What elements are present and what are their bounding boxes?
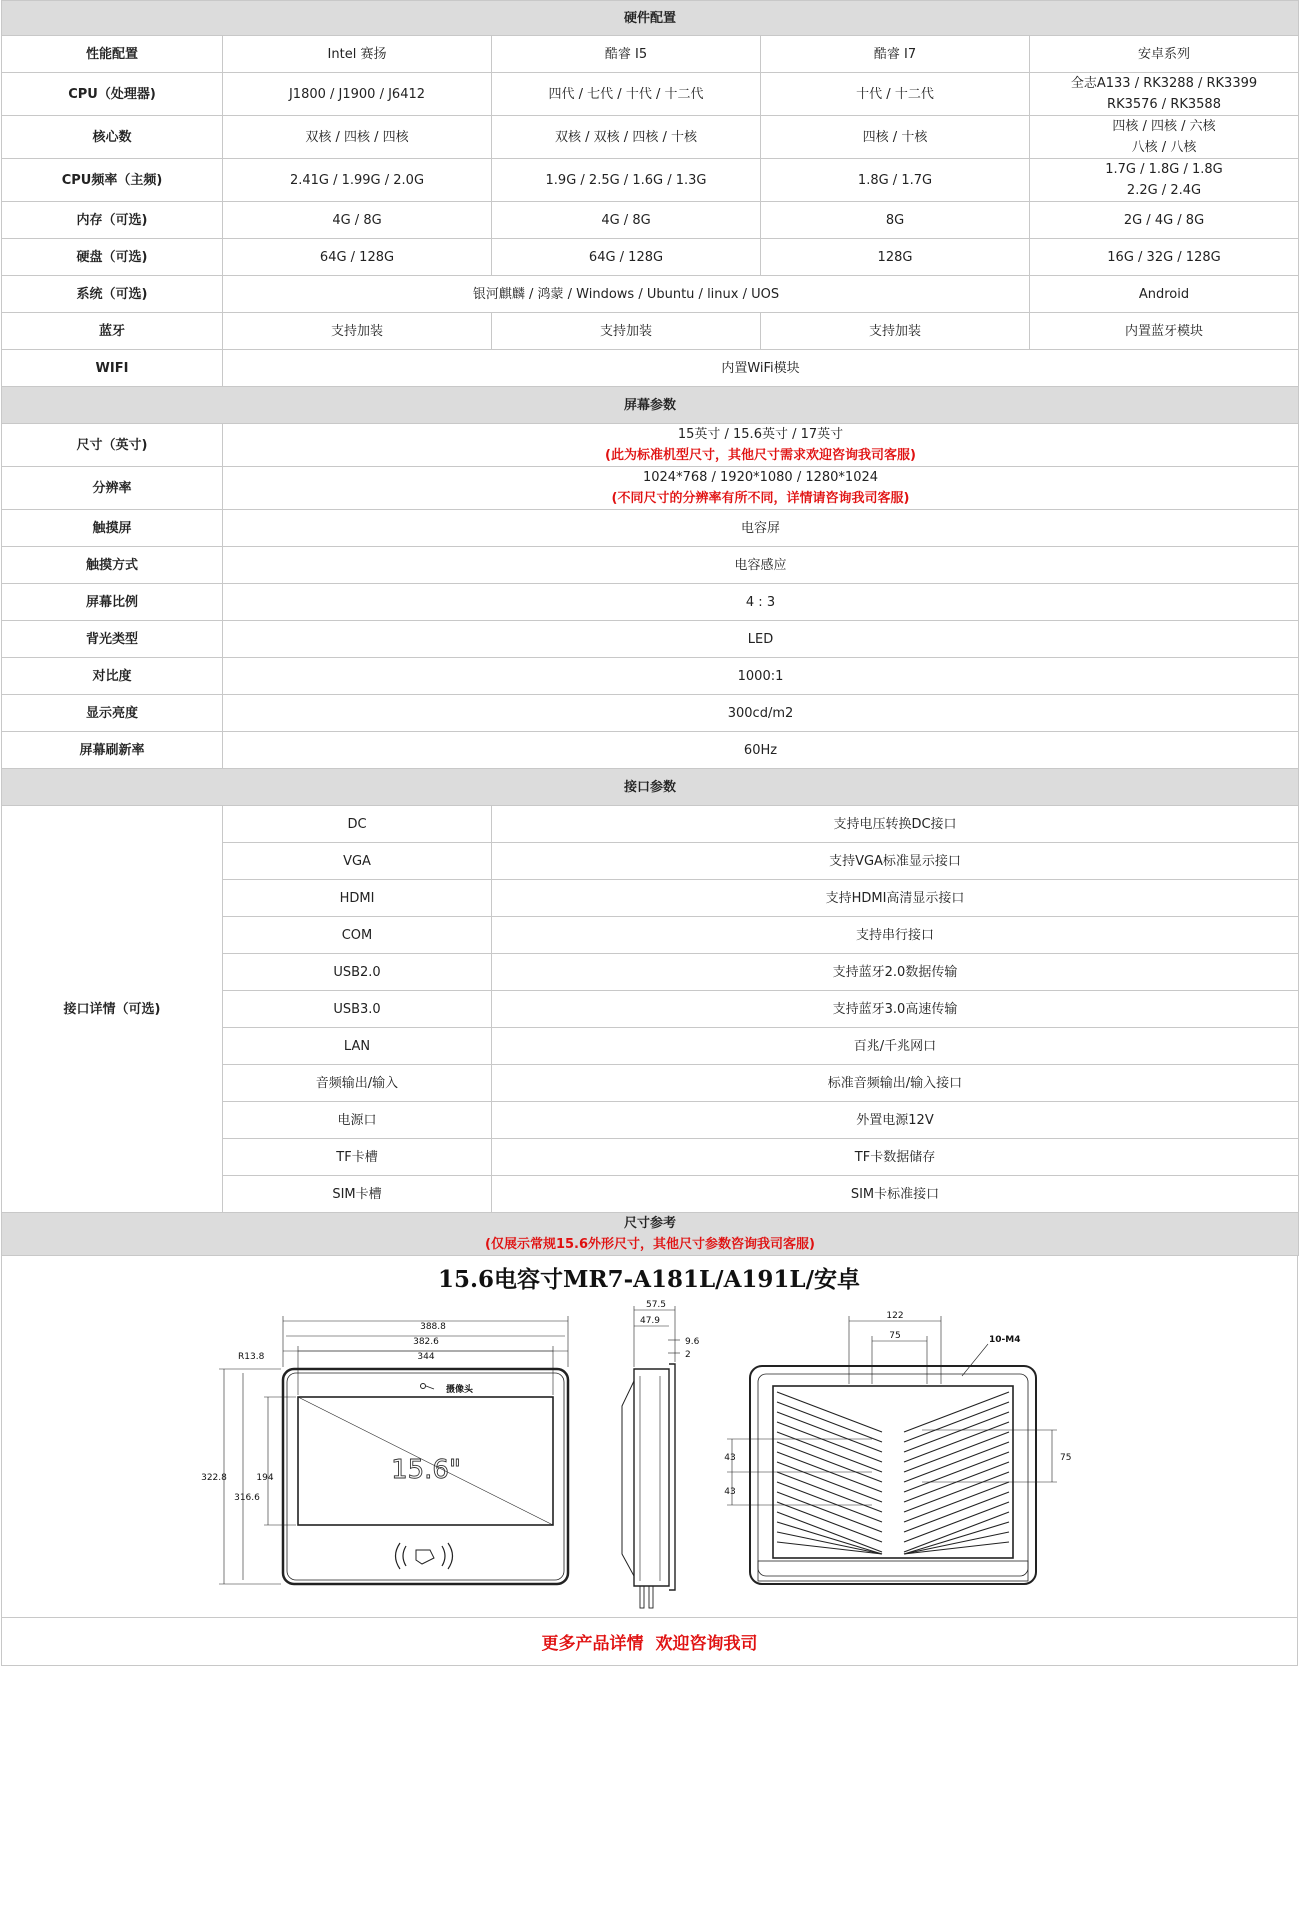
spec-value <box>492 239 761 276</box>
spec-value <box>761 159 1030 202</box>
table-row <box>2 695 1299 732</box>
screen-value: 电容感应 <box>223 547 1299 584</box>
back-view <box>727 1316 1057 1584</box>
screen-value: 300cd/m2 <box>223 695 1299 732</box>
interface-name: DC <box>223 806 492 843</box>
dimension-note: (仅展示常规15.6外形尺寸，其他尺寸参数咨询我司客服) <box>485 1237 815 1252</box>
interface-desc: 外置电源12V <box>492 1102 1299 1139</box>
cell-line: 十代 / 十二代 <box>856 86 934 102</box>
side-dim-d2: 47.9 <box>639 1316 661 1326</box>
screen-value: LED <box>223 621 1299 658</box>
cell-line: 4G / 8G <box>332 212 382 228</box>
interface-group-label: 接口详情（可选) <box>2 806 223 1213</box>
spec-sheet <box>1 0 1298 1666</box>
heatsink-fin <box>904 1402 1009 1442</box>
bluetooth-value: 支持加装 <box>223 313 492 350</box>
heatsink-fin <box>904 1422 1009 1462</box>
row-label: 触摸屏 <box>2 510 223 547</box>
spec-table <box>1 0 1299 1256</box>
spec-value <box>761 202 1030 239</box>
cell-line: 双核 / 四核 / 四核 <box>305 129 409 145</box>
table-row <box>2 1213 1299 1256</box>
table-row <box>2 621 1299 658</box>
heatsink-fin <box>777 1542 882 1554</box>
front-dim-radius: R13.8 <box>238 1352 265 1362</box>
section-screen: 屏幕参数 <box>2 387 1299 424</box>
interface-desc: 支持串行接口 <box>492 917 1299 954</box>
heatsink-fin <box>904 1432 1009 1472</box>
screen-resolution-value <box>223 467 1299 510</box>
spec-value <box>1030 202 1299 239</box>
screen-value: 1000:1 <box>223 658 1299 695</box>
heatsink-fin <box>904 1492 1009 1532</box>
spec-value <box>1030 73 1299 116</box>
cell-line: 8G <box>885 212 905 228</box>
front-dim-w2: 382.6 <box>413 1337 439 1347</box>
spec-value <box>492 159 761 202</box>
interface-name: COM <box>223 917 492 954</box>
back-dim-h3: 75 <box>1060 1453 1072 1463</box>
spec-value <box>223 116 492 159</box>
interface-name: USB3.0 <box>223 991 492 1028</box>
back-dim-w2: 75 <box>889 1331 901 1341</box>
cell-line: 128G <box>877 249 913 265</box>
spec-value <box>1030 116 1299 159</box>
heatsink-fin <box>777 1512 882 1552</box>
interface-name: LAN <box>223 1028 492 1065</box>
row-label: 背光类型 <box>2 621 223 658</box>
row-label: WIFI <box>2 350 223 387</box>
side-dim-d4: 2 <box>685 1350 691 1360</box>
dimension-drawing <box>1 1256 1298 1618</box>
table-row <box>2 239 1299 276</box>
column-header: 酷睿 I5 <box>492 36 761 73</box>
table-row <box>2 510 1299 547</box>
spec-value <box>1030 159 1299 202</box>
system-android: Android <box>1030 276 1299 313</box>
heatsink-fin <box>777 1522 882 1554</box>
spec-value <box>492 73 761 116</box>
heatsink-fin <box>904 1502 1009 1542</box>
back-dim-h2: 43 <box>724 1487 736 1497</box>
interface-desc: 标准音频输出/输入接口 <box>492 1065 1299 1102</box>
heatsink-fin <box>904 1412 1009 1452</box>
spec-value <box>761 239 1030 276</box>
table-row <box>2 424 1299 467</box>
cell-line: 64G / 128G <box>319 249 395 265</box>
cell-line: RK3576 / RK3588 <box>1107 97 1221 112</box>
row-label: 触摸方式 <box>2 547 223 584</box>
cell-line: 64G / 128G <box>588 249 664 265</box>
camera-label: 摄像头 <box>446 1385 474 1395</box>
note-text: (此为标准机型尺寸，其他尺寸需求欢迎咨询我司客服) <box>605 448 916 463</box>
row-label: 尺寸（英寸) <box>2 424 223 467</box>
front-view <box>219 1316 568 1584</box>
table-row <box>2 116 1299 159</box>
heatsink-fin <box>904 1392 1009 1432</box>
screen-size-label: 15.6" <box>391 1455 461 1485</box>
note-text: (不同尺寸的分辨率有所不同，详情请咨询我司客服) <box>611 491 910 506</box>
bluetooth-value: 内置蓝牙模块 <box>1030 313 1299 350</box>
row-label: CPU频率（主频) <box>2 159 223 202</box>
heatsink-fin <box>777 1462 882 1502</box>
interface-name: HDMI <box>223 880 492 917</box>
screen-value: 4 : 3 <box>223 584 1299 621</box>
cell-line: 1.7G / 1.8G / 1.8G <box>1105 162 1223 177</box>
cell-line: 2.41G / 1.99G / 2.0G <box>289 172 425 188</box>
spec-value <box>1030 239 1299 276</box>
row-label: 分辨率 <box>2 467 223 510</box>
cell-line: 全志A133 / RK3288 / RK3399 <box>1070 76 1258 91</box>
cell-line: 四核 / 四核 / 六核 <box>1112 119 1216 134</box>
column-header: 安卓系列 <box>1030 36 1299 73</box>
table-row <box>2 159 1299 202</box>
cell-line: 八核 / 八核 <box>1131 140 1197 155</box>
cell-line: 16G / 32G / 128G <box>1107 249 1221 265</box>
table-row <box>2 584 1299 621</box>
side-body <box>634 1369 669 1586</box>
back-dim-w1: 122 <box>886 1311 904 1321</box>
heatsink-fin <box>777 1442 882 1482</box>
table-row <box>2 313 1299 350</box>
heatsink-fin <box>904 1452 1009 1492</box>
row-label: 蓝牙 <box>2 313 223 350</box>
cell-line: 1.9G / 2.5G / 1.6G / 1.3G <box>545 172 707 188</box>
front-dim-w1: 388.8 <box>420 1322 446 1332</box>
interface-name: VGA <box>223 843 492 880</box>
row-label: 硬盘（可选) <box>2 239 223 276</box>
table-row <box>2 36 1299 73</box>
section-dimensions <box>2 1213 1299 1256</box>
interface-desc: 支持蓝牙3.0高速传输 <box>492 991 1299 1028</box>
wifi-value: 内置WiFi模块 <box>223 350 1299 387</box>
row-label: 显示亮度 <box>2 695 223 732</box>
heatsink-fin <box>777 1532 882 1554</box>
heatsink-fin <box>904 1442 1009 1482</box>
interface-name: 电源口 <box>223 1102 492 1139</box>
heatsink-fin <box>777 1412 882 1452</box>
side-view <box>622 1306 680 1608</box>
nfc-hand-icon <box>416 1550 434 1564</box>
heatsink-fin <box>777 1392 882 1432</box>
heatsink-fin <box>904 1522 1009 1554</box>
value-text: 15英寸 / 15.6英寸 / 17英寸 <box>677 427 844 442</box>
screen-size-value <box>223 424 1299 467</box>
heatsink-fin <box>904 1482 1009 1522</box>
bluetooth-value: 支持加装 <box>761 313 1030 350</box>
cell-line: 4G / 8G <box>601 212 651 228</box>
heatsink-fin <box>904 1532 1009 1554</box>
back-dim-h1: 43 <box>724 1453 736 1463</box>
side-dim-d1: 57.5 <box>645 1300 667 1310</box>
table-row <box>2 202 1299 239</box>
table-row <box>2 467 1299 510</box>
footer-text-details: 更多产品详情 <box>541 1634 644 1654</box>
interface-desc: 支持VGA标准显示接口 <box>492 843 1299 880</box>
cell-line: 1.8G / 1.7G <box>857 172 933 188</box>
section-title: 尺寸参考 <box>623 1216 676 1231</box>
table-row <box>2 547 1299 584</box>
interface-desc: TF卡数据储存 <box>492 1139 1299 1176</box>
cell-line: J1800 / J1900 / J6412 <box>288 86 426 102</box>
screen-value: 电容屏 <box>223 510 1299 547</box>
heatsink-fin <box>777 1422 882 1462</box>
table-row <box>2 732 1299 769</box>
side-dim-d3: 9.6 <box>685 1337 700 1347</box>
heatsink-fin <box>777 1402 882 1442</box>
heatsink-fin <box>904 1542 1009 1554</box>
spec-value <box>761 73 1030 116</box>
front-dim-h2: 316.6 <box>234 1493 260 1503</box>
table-row <box>2 276 1299 313</box>
heatsink-fin <box>777 1482 882 1522</box>
spec-value <box>223 239 492 276</box>
table-row <box>2 73 1299 116</box>
table-row <box>2 387 1299 424</box>
interface-desc: 支持电压转换DC接口 <box>492 806 1299 843</box>
cell-line: 四代 / 七代 / 十代 / 十二代 <box>548 86 704 102</box>
row-label: 屏幕比例 <box>2 584 223 621</box>
interface-desc: 百兆/千兆网口 <box>492 1028 1299 1065</box>
interface-desc: 支持HDMI高清显示接口 <box>492 880 1299 917</box>
heatsink-fin <box>777 1492 882 1532</box>
table-row <box>2 658 1299 695</box>
back-outline <box>750 1366 1036 1584</box>
heatsink-fin <box>777 1472 882 1512</box>
value-text: 1024*768 / 1920*1080 / 1280*1024 <box>642 470 879 485</box>
front-dim-w3: 344 <box>417 1352 435 1362</box>
row-label: 系统（可选) <box>2 276 223 313</box>
interface-name: SIM卡槽 <box>223 1176 492 1213</box>
interface-name: TF卡槽 <box>223 1139 492 1176</box>
row-label: CPU（处理器) <box>2 73 223 116</box>
interface-name: USB2.0 <box>223 954 492 991</box>
interface-name: 音频输出/输入 <box>223 1065 492 1102</box>
section-interfaces: 接口参数 <box>2 769 1299 806</box>
camera-icon <box>421 1384 426 1389</box>
footer-banner <box>1 1618 1298 1666</box>
spec-value <box>223 159 492 202</box>
section-hardware: 硬件配置 <box>2 1 1299 36</box>
heatsink-fin <box>904 1512 1009 1552</box>
cell-line: 四核 / 十核 <box>862 129 928 145</box>
column-header: 酷睿 I7 <box>761 36 1030 73</box>
table-row <box>2 769 1299 806</box>
spec-value <box>761 116 1030 159</box>
bluetooth-value: 支持加装 <box>492 313 761 350</box>
screen-value: 60Hz <box>223 732 1299 769</box>
spec-value <box>223 73 492 116</box>
cell-line: 2G / 4G / 8G <box>1123 212 1205 228</box>
header-label: 性能配置 <box>2 36 223 73</box>
system-value: 银河麒麟 / 鸿蒙 / Windows / Ubuntu / linux / UOS <box>223 276 1030 313</box>
heatsink-fin <box>777 1502 882 1542</box>
spec-value <box>492 202 761 239</box>
interface-desc: 支持蓝牙2.0数据传输 <box>492 954 1299 991</box>
cell-line: 双核 / 双核 / 四核 / 十核 <box>555 129 697 145</box>
heatsink-fin <box>904 1472 1009 1512</box>
heatsink-fin <box>777 1432 882 1472</box>
column-header: Intel 赛扬 <box>223 36 492 73</box>
drawing-title: 15.6电容寸MR7-A181L/A191L/安卓 <box>438 1266 860 1293</box>
table-row <box>2 806 1299 843</box>
dimension-drawing-svg <box>2 1256 1297 1617</box>
row-label: 内存（可选) <box>2 202 223 239</box>
row-label: 核心数 <box>2 116 223 159</box>
cell-line: 2.2G / 2.4G <box>1126 183 1202 198</box>
row-label: 屏幕刷新率 <box>2 732 223 769</box>
table-row <box>2 1 1299 36</box>
back-screw-label: 10-M4 <box>989 1335 1021 1345</box>
nfc-icon <box>396 1543 453 1569</box>
footer-text-contact: 欢迎咨询我司 <box>655 1634 758 1654</box>
front-dim-h1: 322.8 <box>201 1473 227 1483</box>
spec-value <box>223 202 492 239</box>
front-dim-h3: 194 <box>256 1473 274 1483</box>
interface-desc: SIM卡标准接口 <box>492 1176 1299 1213</box>
row-label: 对比度 <box>2 658 223 695</box>
table-row <box>2 350 1299 387</box>
spec-value <box>492 116 761 159</box>
